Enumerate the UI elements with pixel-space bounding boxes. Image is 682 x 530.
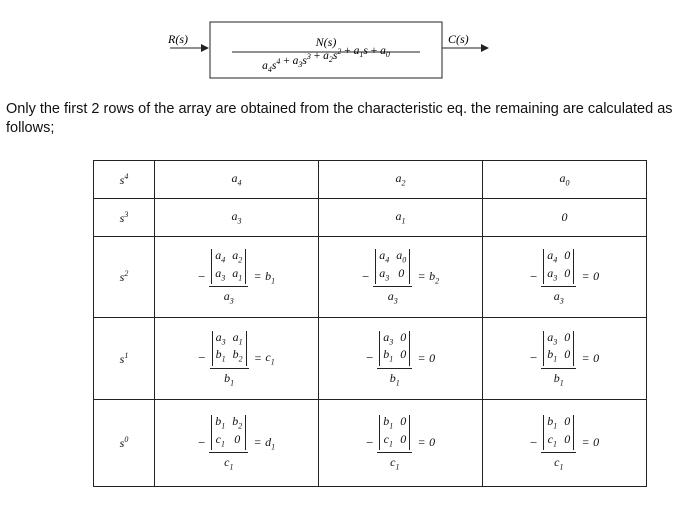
table-row xyxy=(94,400,647,487)
det-entry: $a_4$ xyxy=(547,248,558,265)
table-cell xyxy=(155,237,319,318)
minus-sign: − xyxy=(197,434,206,450)
row-label: $s^1$ xyxy=(94,318,155,400)
cell-value: $a_4$ xyxy=(231,171,242,188)
result: $c_1$ xyxy=(265,350,275,367)
coef: a xyxy=(353,45,360,57)
row-label: $s^0$ xyxy=(94,400,155,487)
table-cell xyxy=(483,199,647,237)
det-entry: $a_2$ xyxy=(232,248,243,265)
det-entry: 0 xyxy=(400,431,407,446)
fraction xyxy=(373,248,412,305)
det-entry: $a_1$ xyxy=(232,265,243,283)
row-label: $s^3$ xyxy=(94,199,155,237)
row-label: $s^2$ xyxy=(94,237,155,318)
table-cell xyxy=(319,318,483,400)
det-entry: 0 xyxy=(564,414,571,429)
table-cell xyxy=(155,400,319,487)
block-diagram xyxy=(0,0,682,90)
table-cell xyxy=(319,161,483,199)
det-entry: 0 xyxy=(564,265,571,280)
fraction xyxy=(541,330,576,387)
determinant xyxy=(211,249,246,284)
table-cell xyxy=(155,199,319,237)
minus-sign: − xyxy=(365,350,374,366)
routh-array-table xyxy=(93,160,647,487)
det-entry: $a_1$ xyxy=(232,329,243,347)
fraction-denominator: $a_3$ xyxy=(553,289,564,306)
minus-sign: − xyxy=(365,434,374,450)
table-cell xyxy=(483,237,647,318)
det-entry: 0 xyxy=(564,248,571,263)
coef: a xyxy=(323,50,329,62)
fraction-denominator: $a_3$ xyxy=(387,289,398,306)
det-entry: $a_3$ xyxy=(383,329,394,347)
determinant xyxy=(543,415,574,450)
fraction xyxy=(210,330,249,387)
det-entry: $a_3$ xyxy=(547,265,558,283)
result: 0 xyxy=(593,350,600,365)
det-entry: $b_2$ xyxy=(232,347,243,364)
result: 0 xyxy=(593,269,600,284)
det-entry: 0 xyxy=(564,329,571,344)
result: $b_1$ xyxy=(265,268,276,286)
table-cell xyxy=(483,400,647,487)
output-label: C(s) xyxy=(448,32,469,46)
result: 0 xyxy=(429,435,436,450)
coef-subscript: 1 xyxy=(359,50,364,59)
det-entry: $b_1$ xyxy=(547,414,558,431)
det-entry: $b_1$ xyxy=(547,347,558,364)
minus-sign: − xyxy=(529,268,538,284)
fraction-denominator: $b_1$ xyxy=(224,370,235,388)
det-entry: 0 xyxy=(398,265,405,280)
table-row xyxy=(94,237,647,318)
result: $d_1$ xyxy=(265,434,276,452)
power: 3 xyxy=(306,52,311,61)
det-entry: $a_3$ xyxy=(547,329,558,347)
variable: s xyxy=(363,45,368,57)
det-entry: $a_3$ xyxy=(379,265,390,283)
fraction xyxy=(541,414,576,471)
equals-sign: = xyxy=(418,350,426,365)
minus-sign: − xyxy=(197,268,206,284)
intro-text: Only the first 2 rows of the array are obtained from the characteristic eq. the remaining are calculated as follows; xyxy=(6,101,673,136)
fraction-denominator: $c_1$ xyxy=(390,455,400,472)
determinant xyxy=(375,249,410,284)
variable: s xyxy=(302,55,307,67)
table-cell xyxy=(483,161,647,199)
det-entry: $c_1$ xyxy=(383,431,393,449)
det-entry: $a_4$ xyxy=(215,248,226,265)
result: 0 xyxy=(593,435,600,450)
cell-value: $a_0$ xyxy=(559,171,570,188)
determinant xyxy=(379,415,410,450)
det-entry: $c_1$ xyxy=(547,431,557,449)
coef-subscript: 0 xyxy=(385,50,390,59)
cell-value: $a_3$ xyxy=(231,209,242,226)
equals-sign: = xyxy=(418,435,426,450)
equals-sign: = xyxy=(254,269,262,284)
table-cell xyxy=(319,237,483,318)
det-entry: $a_3$ xyxy=(215,265,226,283)
plus-sign: + xyxy=(367,45,381,57)
coef: a xyxy=(262,60,268,72)
table-row xyxy=(94,318,647,400)
cell-value: $a_2$ xyxy=(395,171,406,188)
determinant xyxy=(379,331,410,366)
plus-sign: + xyxy=(341,45,354,57)
fraction-denominator: $c_1$ xyxy=(224,455,234,472)
cell-value: $a_1$ xyxy=(395,209,406,226)
plus-sign: + xyxy=(280,55,293,67)
table-row xyxy=(94,199,647,237)
det-entry: $b_1$ xyxy=(215,414,226,431)
equals-sign: = xyxy=(582,269,590,284)
det-entry: 0 xyxy=(234,431,241,446)
coef-subscript: 4 xyxy=(267,65,272,74)
det-entry: $a_3$ xyxy=(215,329,226,347)
fraction xyxy=(541,248,576,305)
fraction xyxy=(377,330,412,387)
minus-sign: − xyxy=(198,350,206,366)
determinant xyxy=(211,415,246,450)
power: 4 xyxy=(276,57,281,66)
result: 0 xyxy=(429,350,436,365)
table-cell xyxy=(319,199,483,237)
det-entry: 0 xyxy=(400,414,407,429)
determinant xyxy=(212,331,247,366)
det-entry: $b_1$ xyxy=(215,347,226,364)
row-label: $s^4$ xyxy=(94,161,155,199)
det-entry: 0 xyxy=(564,431,571,446)
input-label: R(s) xyxy=(168,32,188,46)
det-entry: $b_1$ xyxy=(383,414,394,431)
table-cell xyxy=(483,318,647,400)
fraction xyxy=(209,248,248,305)
fraction-denominator: $b_1$ xyxy=(553,370,564,388)
power: 2 xyxy=(337,47,342,56)
numerator: N(s) xyxy=(315,35,337,49)
det-entry: 0 xyxy=(400,329,407,344)
det-entry: 0 xyxy=(400,347,407,362)
equals-sign: = xyxy=(418,269,426,284)
minus-sign: − xyxy=(361,268,370,284)
table-cell xyxy=(155,161,319,199)
det-entry: $a_0$ xyxy=(396,248,407,265)
coef-subscript: 2 xyxy=(328,55,333,64)
table-row xyxy=(94,161,647,199)
determinant xyxy=(543,331,574,366)
coef-subscript: 3 xyxy=(298,60,303,69)
equals-sign: = xyxy=(254,350,262,365)
fraction-denominator: $a_3$ xyxy=(223,289,234,306)
minus-sign: − xyxy=(529,350,538,366)
det-entry: $b_1$ xyxy=(383,347,394,364)
fraction xyxy=(209,414,248,471)
equals-sign: = xyxy=(254,435,262,450)
det-entry: 0 xyxy=(564,347,571,362)
minus-sign: − xyxy=(529,434,538,450)
table-cell xyxy=(155,318,319,400)
plus-sign: + xyxy=(310,50,324,62)
det-entry: $c_1$ xyxy=(215,431,225,449)
variable: s xyxy=(332,50,338,62)
det-entry: $a_4$ xyxy=(379,248,390,265)
fraction-denominator: $b_1$ xyxy=(389,370,400,388)
determinant xyxy=(543,249,574,284)
fraction xyxy=(377,414,412,471)
table-cell xyxy=(319,400,483,487)
variable: s xyxy=(271,60,277,72)
coef: a xyxy=(292,55,299,67)
cell-value: 0 xyxy=(561,210,568,224)
det-entry: $b_2$ xyxy=(232,414,243,431)
equals-sign: = xyxy=(582,350,590,365)
equals-sign: = xyxy=(582,435,590,450)
result: $b_2$ xyxy=(429,268,440,286)
coef: a xyxy=(380,45,386,57)
fraction-denominator: $c_1$ xyxy=(554,455,564,472)
